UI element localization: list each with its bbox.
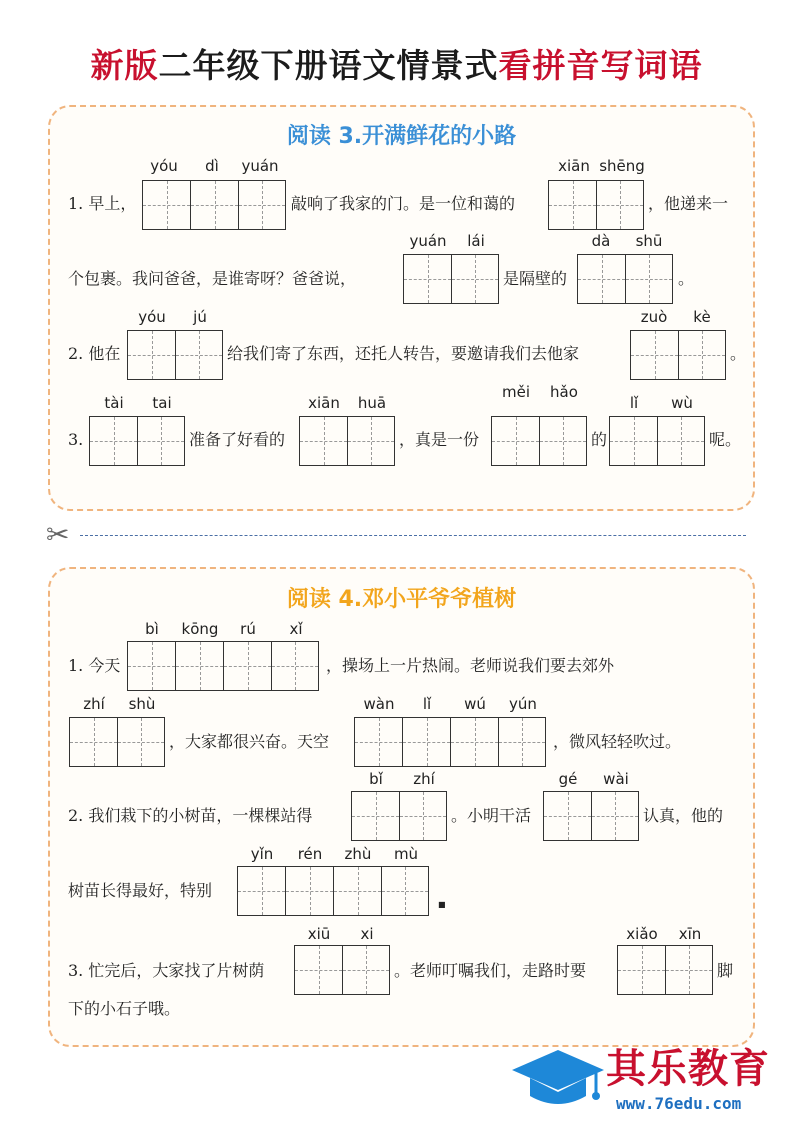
pinyin-label: wù <box>671 394 693 412</box>
reading-section-4 <box>48 567 755 1047</box>
pinyin-label: shū <box>635 232 663 250</box>
pinyin-label: xiān <box>308 394 340 412</box>
brand-name: 其乐教育 <box>606 1046 770 1092</box>
pinyin-label: wàn <box>363 695 395 713</box>
pinyin-label: zhù <box>344 845 372 863</box>
answer-grid[interactable] <box>630 330 726 380</box>
answer-grid[interactable] <box>299 416 395 466</box>
answer-grid[interactable] <box>403 254 499 304</box>
title-part-task: 看拼音写词语 <box>498 46 703 85</box>
sentence-text: 脚 <box>717 961 734 980</box>
answer-grid[interactable] <box>609 416 705 466</box>
pinyin-label: xīn <box>678 925 702 943</box>
pinyin-label: dà <box>591 232 611 250</box>
pinyin-label: lǐ <box>422 695 432 713</box>
brand-logo <box>510 1042 793 1122</box>
sentence-text: ，真是一份 <box>399 430 480 449</box>
pinyin-label: yóu <box>138 308 166 326</box>
answer-grid[interactable] <box>69 717 165 767</box>
title-part-new: 新版 <box>90 46 159 85</box>
pinyin-label: rú <box>240 620 256 638</box>
pinyin-label: yǐn <box>250 845 274 863</box>
pinyin-label: bǐ <box>369 770 383 788</box>
pinyin-label: shēng <box>599 157 645 175</box>
answer-grid[interactable] <box>491 416 587 466</box>
sentence-text: 认真，他的 <box>643 806 724 825</box>
pinyin-label: xi <box>360 925 374 943</box>
pinyin-label: gé <box>558 770 578 788</box>
pinyin-label: shù <box>128 695 156 713</box>
page-title <box>0 42 793 90</box>
pinyin-label: rén <box>297 845 323 863</box>
answer-grid[interactable] <box>548 180 644 230</box>
pinyin-label: zhí <box>413 770 435 788</box>
pinyin-label: yuán <box>409 232 447 250</box>
brand-url[interactable]: www.76edu.com <box>616 1094 742 1113</box>
sentence-text: 敲响了我家的门。是一位和蔼的 <box>291 194 516 213</box>
pinyin-label: lái <box>467 232 485 250</box>
pinyin-label: kè <box>693 308 711 326</box>
answer-grid[interactable] <box>617 945 713 995</box>
pinyin-label: wài <box>603 770 629 788</box>
sentence-text: ，大家都很兴奋。天空 <box>169 732 330 751</box>
answer-grid[interactable] <box>127 641 319 691</box>
pinyin-label: hǎo <box>550 383 578 401</box>
sentence-text: 。 <box>730 344 747 363</box>
sentence-text: 3. <box>68 430 84 449</box>
pinyin-label: bì <box>145 620 159 638</box>
reading-section-3 <box>48 105 755 511</box>
section-title: 阅读 3.开满鲜花的小路 <box>286 124 517 149</box>
pinyin-label: xiū <box>307 925 331 943</box>
answer-grid[interactable] <box>294 945 390 995</box>
title-part-grade: 二年级下册语文情景式 <box>158 46 499 85</box>
answer-grid[interactable] <box>89 416 185 466</box>
pinyin-label: yún <box>509 695 537 713</box>
sentence-text: ，操场上一片热闹。老师说我们要去郊外 <box>326 656 615 675</box>
answer-grid[interactable] <box>142 180 286 230</box>
pinyin-label: xǐ <box>289 620 303 638</box>
sentence-text: 。老师叮嘱我们，走路时要 <box>394 961 587 980</box>
cut-line-divider <box>80 535 746 536</box>
answer-grid[interactable] <box>577 254 673 304</box>
sentence-text: 1. 今天 <box>68 656 121 675</box>
pinyin-label: yóu <box>150 157 178 175</box>
answer-grid[interactable] <box>127 330 223 380</box>
sentence-text: ，他递来一 <box>648 194 729 213</box>
pinyin-label: yuán <box>241 157 279 175</box>
sentence-text: 给我们寄了东西，还托人转告，要邀请我们去他家 <box>227 344 580 363</box>
pinyin-label: huā <box>357 394 387 412</box>
sentence-text: 个包裹。我问爸爸，是谁寄呀？爸爸说， <box>68 269 357 288</box>
pinyin-label: lǐ <box>629 394 639 412</box>
pinyin-label: mù <box>393 845 419 863</box>
sentence-text: 准备了好看的 <box>189 430 286 449</box>
pinyin-label: xiān <box>558 157 590 175</box>
answer-grid[interactable] <box>543 791 639 841</box>
sentence-text: 呢。 <box>709 430 742 449</box>
pinyin-label: kōng <box>181 620 219 638</box>
sentence-text: 1. 早上， <box>68 194 137 213</box>
sentence-text: 树苗长得最好，特别 <box>68 881 213 900</box>
sentence-text: 下的小石子哦。 <box>68 999 181 1018</box>
sentence-text: 。 <box>678 269 695 288</box>
pinyin-label: tai <box>152 394 172 412</box>
pinyin-label: zhí <box>83 695 105 713</box>
pinyin-label: tài <box>104 394 124 412</box>
sentence-text: 3. 忙完后，大家找了片树荫 <box>68 961 265 980</box>
pinyin-label: wú <box>464 695 486 713</box>
sentence-text: ■ <box>438 900 446 909</box>
sentence-text: 。小明干活 <box>451 806 532 825</box>
sentence-text: 的 <box>591 430 608 449</box>
pinyin-label: zuò <box>640 308 668 326</box>
pinyin-label: xiǎo <box>626 925 658 943</box>
sentence-text: ，微风轻轻吹过。 <box>553 732 682 751</box>
answer-grid[interactable] <box>351 791 447 841</box>
section-title: 阅读 4.邓小平爷爷植树 <box>286 587 517 612</box>
pinyin-label: jú <box>193 308 207 326</box>
pinyin-label: měi <box>501 383 530 401</box>
answer-grid[interactable] <box>354 717 546 767</box>
pinyin-label: dì <box>205 157 219 175</box>
answer-grid[interactable] <box>237 866 429 916</box>
sentence-text: 2. 我们栽下的小树苗，一棵棵站得 <box>68 806 313 825</box>
sentence-text: 2. 他在 <box>68 344 121 363</box>
graduation-cap-icon <box>510 1046 606 1116</box>
sentence-text: 是隔壁的 <box>503 269 568 288</box>
scissors-icon: ✂ <box>46 518 70 551</box>
